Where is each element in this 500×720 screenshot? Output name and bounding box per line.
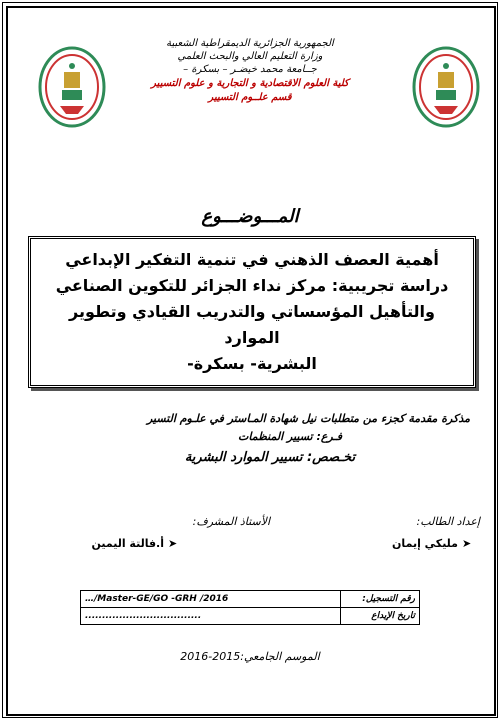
header-university: جــامعة محمد خيضـر – بسكرة –: [183, 64, 317, 75]
supervisor-name: أ.فالتة اليمين: [91, 537, 164, 550]
title-box: [28, 236, 476, 388]
student-label: إعداد الطالب:: [416, 515, 480, 528]
registration-number-label: رقم التسجيل:: [341, 591, 420, 608]
thesis-title: [39, 247, 465, 377]
student-arrow-icon: ➤: [462, 537, 472, 550]
header-republic: الجمهورية الجزائرية الديمقراطية الشعبية: [166, 38, 334, 49]
table-row: [81, 591, 420, 608]
university-logo-left: [38, 46, 106, 128]
topic-label: المـــوضـــوع: [201, 206, 299, 227]
deposit-date-label: تاريخ الإيداع: [341, 608, 420, 625]
thesis-purpose: مذكرة مقدمة كجزء من متطلبات نيل شهادة المـاستر في علـوم التسير: [146, 412, 470, 425]
thesis-branch: فـرع: تسيير المنظمات: [238, 430, 342, 443]
title-line-1: أهمية العصف الذهني في تنمية التفكير الإبداعي: [65, 250, 439, 269]
student-name: مليكي إيمان: [392, 537, 458, 550]
header-ministry: وزارة التعليم العالي والبحث العلمي: [177, 51, 323, 62]
header-faculty: كلية العلوم الاقتصادية و التجارية و علوم التسيير: [151, 78, 349, 89]
title-line-4: البشرية- بسكرة-: [187, 354, 317, 373]
registration-table: [80, 590, 420, 625]
supervisor-label: الأستاذ المشرف:: [192, 515, 270, 528]
registration-number-value: …/Master-GE/GO -GRH /2016: [81, 591, 341, 608]
university-logo-right: [412, 46, 480, 128]
table-row: [81, 608, 420, 625]
header-department: قسم علــوم التسيير: [208, 92, 292, 103]
academic-year: الموسم الجامعي:2015-2016: [180, 650, 320, 663]
title-line-3: والتأهيل المؤسساتي والتدريب القيادي وتطوير الموارد: [69, 302, 435, 347]
thesis-specialty: تخـصص: تسيير الموارد البشرية: [184, 450, 356, 465]
deposit-date-value: ..................................: [81, 608, 341, 625]
supervisor-arrow-icon: ➤: [168, 537, 178, 550]
title-line-2: دراسة تجريبية: مركز نداء الجزائر للتكوين الصناعي: [55, 276, 449, 295]
